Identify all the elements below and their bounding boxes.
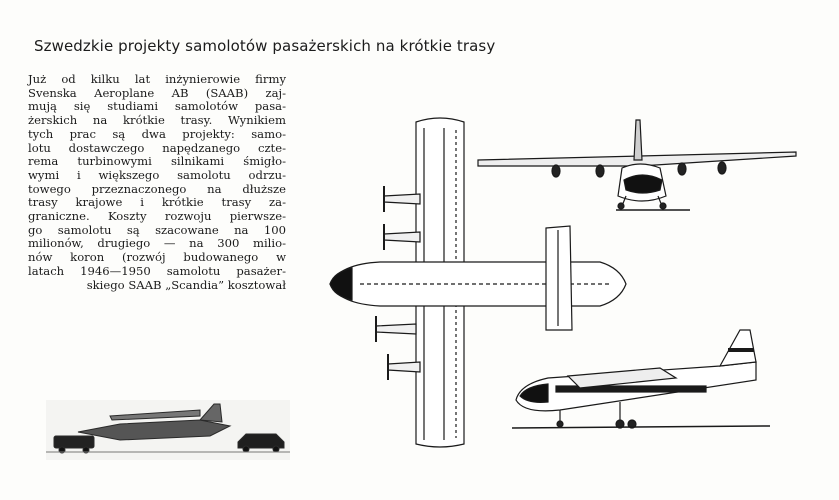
article-line: graniczne. Koszty rozwoju pierwsze- <box>28 209 286 224</box>
article-line: Już od kilku lat inżynierowie firmy <box>28 72 286 86</box>
article-line: wymi i większego samolotu odrzu- <box>28 167 286 182</box>
article-line: towego przeznaczonego na dłuższe <box>28 181 286 196</box>
article-line: mują się studiami samolotów pasa- <box>28 99 286 114</box>
article-line: lotu dostawczego napędzanego czte- <box>28 140 286 155</box>
article-line: milionów, drugiego — na 300 milio- <box>28 236 286 251</box>
article-line: trasy krajowe i krótkie trasy za- <box>28 195 286 210</box>
article-line: nów koron (rozwój budowanego w <box>28 250 286 265</box>
article-line: go samolotu są szacowane na 100 <box>28 222 286 237</box>
article-line: Svenska Aeroplane AB (SAAB) zaj- <box>28 85 286 100</box>
article-headline: Szwedzkie projekty samolotów pasażerskich na krótkie trasy <box>34 37 496 55</box>
article-line: żerskich na krótkie trasy. Wynikiem <box>28 113 286 128</box>
article-line: rema turbinowymi silnikami śmigło- <box>28 154 286 169</box>
article-line: latach 1946—1950 samolotu pasażer- <box>28 263 286 278</box>
article-line: tych prac są dwa projekty: samo- <box>28 126 286 141</box>
article-line: skiego SAAB „Scandia” kosztował <box>86 277 286 292</box>
